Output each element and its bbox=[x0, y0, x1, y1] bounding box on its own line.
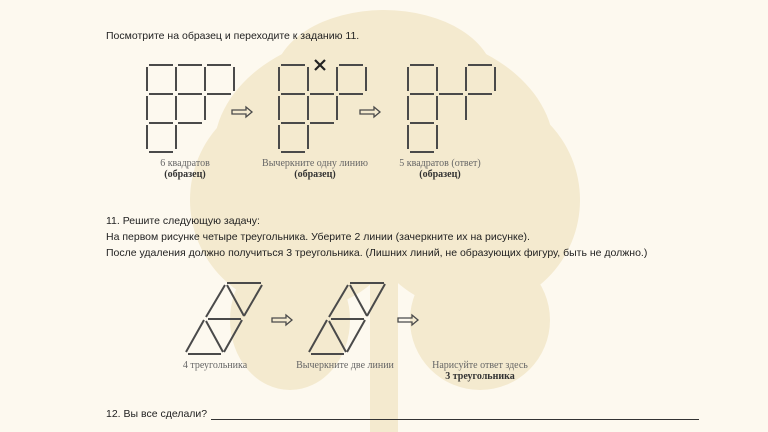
arrow-icon bbox=[232, 107, 252, 117]
triangles-figure-1 bbox=[186, 283, 262, 354]
squares-figure-1 bbox=[147, 65, 234, 152]
triangles-caption-1: 4 треугольника bbox=[182, 360, 248, 371]
caption-2: Вычеркните одну линию (образец) bbox=[262, 158, 368, 180]
task12-question: 12. Вы все сделали? bbox=[106, 408, 208, 420]
task11-line2: После удаления должно получиться 3 треугольника. (Лишних линий, не образующих фигуру, быть не должно.) bbox=[106, 247, 648, 259]
task11-title: 11. Решите следующую задачу: bbox=[106, 215, 260, 227]
arrow-icon bbox=[360, 107, 380, 117]
arrow-icon bbox=[272, 315, 292, 325]
intro-text: Посмотрите на образец и переходите к заданию 11. bbox=[106, 30, 360, 42]
triangles-figure-2 bbox=[309, 283, 385, 354]
squares-figure-3 bbox=[408, 65, 495, 152]
arrow-icon bbox=[398, 315, 418, 325]
cross-mark-icon bbox=[315, 60, 325, 70]
task12 bbox=[106, 408, 699, 420]
task11-line1: На первом рисунке четыре треугольника. Уберите 2 линии (зачеркните их на рисунке). bbox=[106, 231, 530, 243]
triangles-caption-2: Вычеркните две линии bbox=[296, 360, 394, 371]
squares-figure-2 bbox=[279, 60, 366, 152]
answer-caption: Нарисуйте ответ здесь 3 треугольника bbox=[432, 360, 528, 382]
answer-line[interactable] bbox=[211, 409, 699, 420]
caption-3: 5 квадратов (ответ) (образец) bbox=[399, 158, 481, 180]
caption-1: 6 квадратов (образец) bbox=[160, 158, 210, 180]
